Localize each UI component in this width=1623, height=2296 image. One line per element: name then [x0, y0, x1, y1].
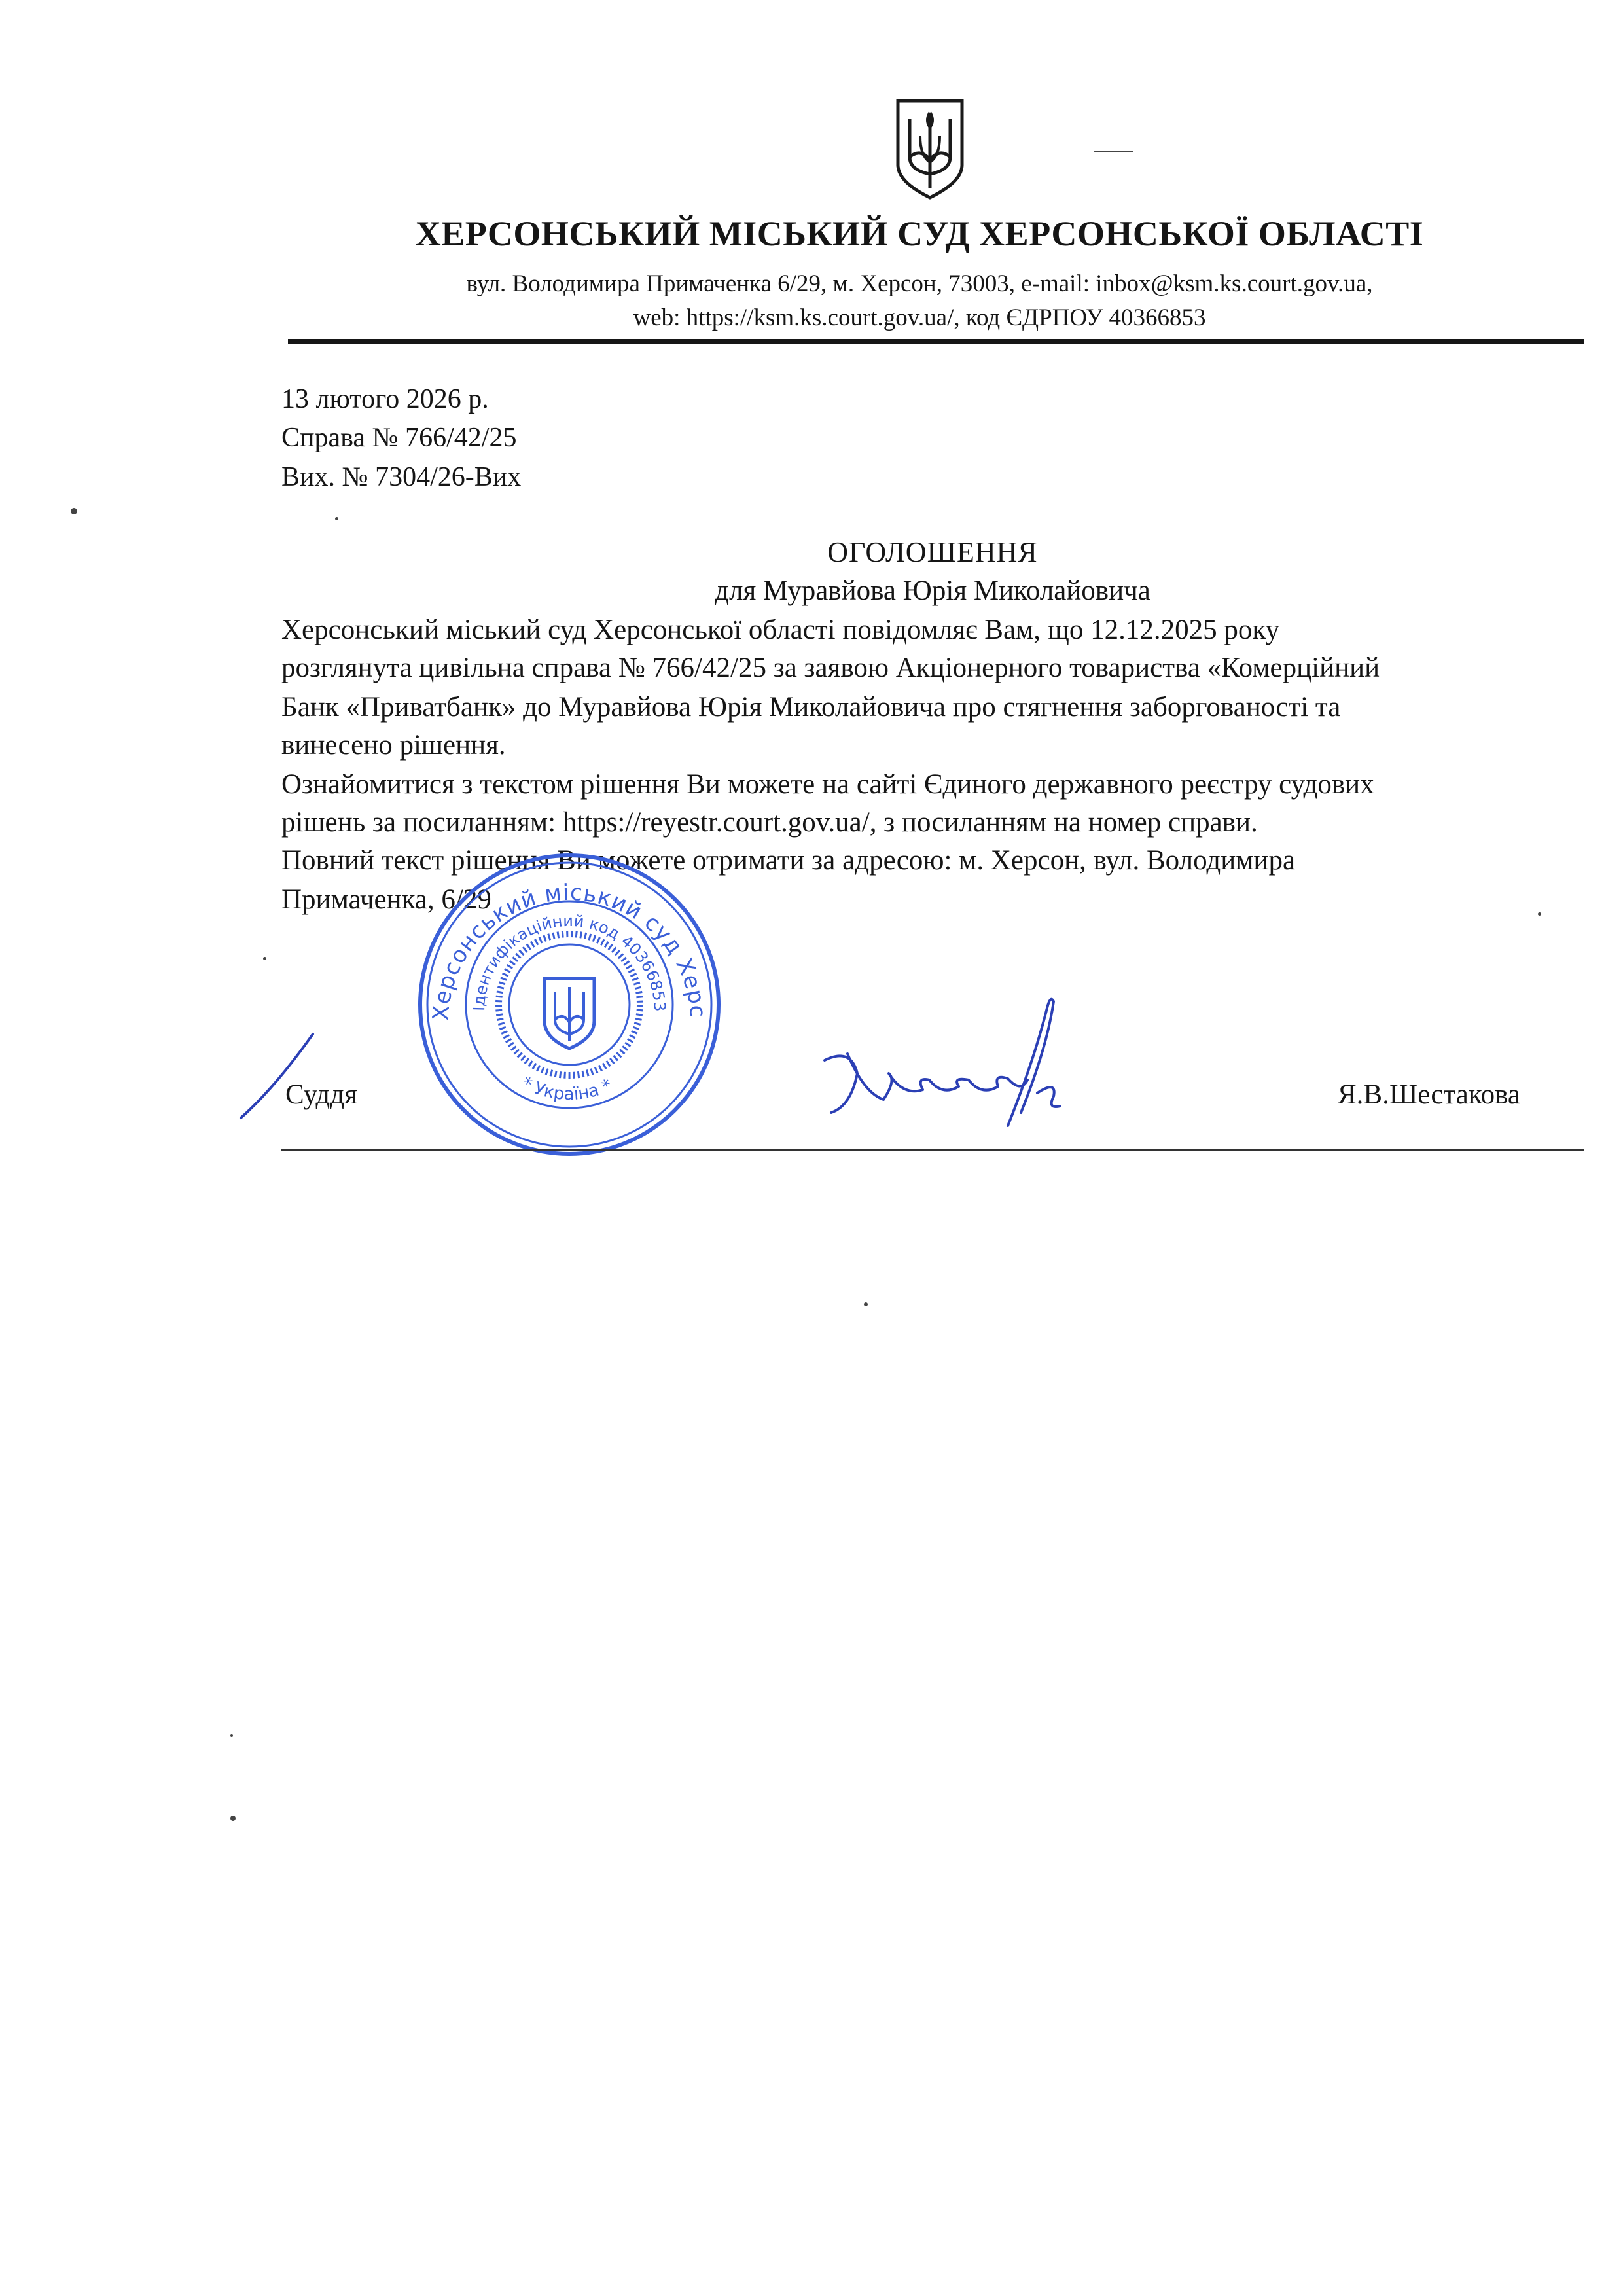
scan-speck	[263, 957, 266, 960]
scan-speck	[230, 1734, 233, 1737]
notice-body-line: Примаченка, 6/29	[281, 884, 491, 915]
court-seal	[399, 844, 740, 1158]
court-web-and-code: web: https://ksm.ks.court.gov.ua/, код ЄДРПОУ 40366853	[633, 304, 1206, 331]
seal-inner-text: Ідентифікаційний код 40366853	[469, 911, 669, 1013]
signature-role: Суддя	[285, 1079, 357, 1110]
scan-speck	[71, 508, 77, 514]
margin-pen-mark	[236, 1028, 327, 1126]
scan-speck	[864, 1302, 868, 1306]
court-title: ХЕРСОНСЬКИЙ МІСЬКИЙ СУД ХЕРСОНСЬКОЇ ОБЛАСТІ	[415, 214, 1424, 253]
seal-bottom-text: * Україна *	[518, 1073, 615, 1105]
notice-body-line: Банк «Приватбанк» до Муравйова Юрія Миколайовича про стягнення заборгованості та	[281, 692, 1341, 723]
judge-name: Я.В.Шестакова	[1338, 1079, 1520, 1110]
notice-body-line: винесено рішення.	[281, 730, 506, 761]
outgoing-number: Вих. № 7304/26-Вих	[281, 462, 522, 492]
court-address: вул. Володимира Примаченка 6/29, м. Херсон, 73003, e-mail: inbox@ksm.ks.court.gov.ua,	[466, 270, 1373, 297]
scan-speck	[230, 1816, 236, 1821]
notice-body-line: Ознайомитися з текстом рішення Ви можете на сайті Єдиного державного реєстру судових	[281, 769, 1374, 800]
case-number: Справа № 766/42/25	[281, 423, 517, 453]
scan-speck	[335, 517, 338, 520]
coat-of-arms-icon	[894, 97, 966, 202]
judge-signature	[812, 982, 1086, 1139]
notice-body-line: Повний текст рішення Ви можете отримати за адресою: м. Херсон, вул. Володимира	[281, 845, 1296, 876]
notice-title: ОГОЛОШЕННЯ	[827, 536, 1038, 568]
header-divider	[288, 339, 1584, 344]
seal-outer-text: Херсонський міський суд Херс	[427, 879, 711, 1022]
notice-body-line: розглянута цивільна справа № 766/42/25 за заявою Акціонерного товариства «Комерційний	[281, 653, 1380, 683]
notice-addressee: для Муравйова Юрія Миколайовича	[715, 575, 1150, 606]
signature-divider	[281, 1149, 1584, 1151]
document-date: 13 лютого 2026 р.	[281, 384, 489, 414]
notice-body-line: рішень за посиланням: https://reyestr.court.gov.ua/, з посиланням на номер справи.	[281, 807, 1258, 838]
scan-speck	[1538, 912, 1541, 916]
notice-body-line: Херсонський міський суд Херсонської області повідомляє Вам, що 12.12.2025 року	[281, 615, 1280, 645]
svg-text:* Україна *	[518, 1073, 615, 1104]
scan-speck	[1094, 151, 1133, 152]
